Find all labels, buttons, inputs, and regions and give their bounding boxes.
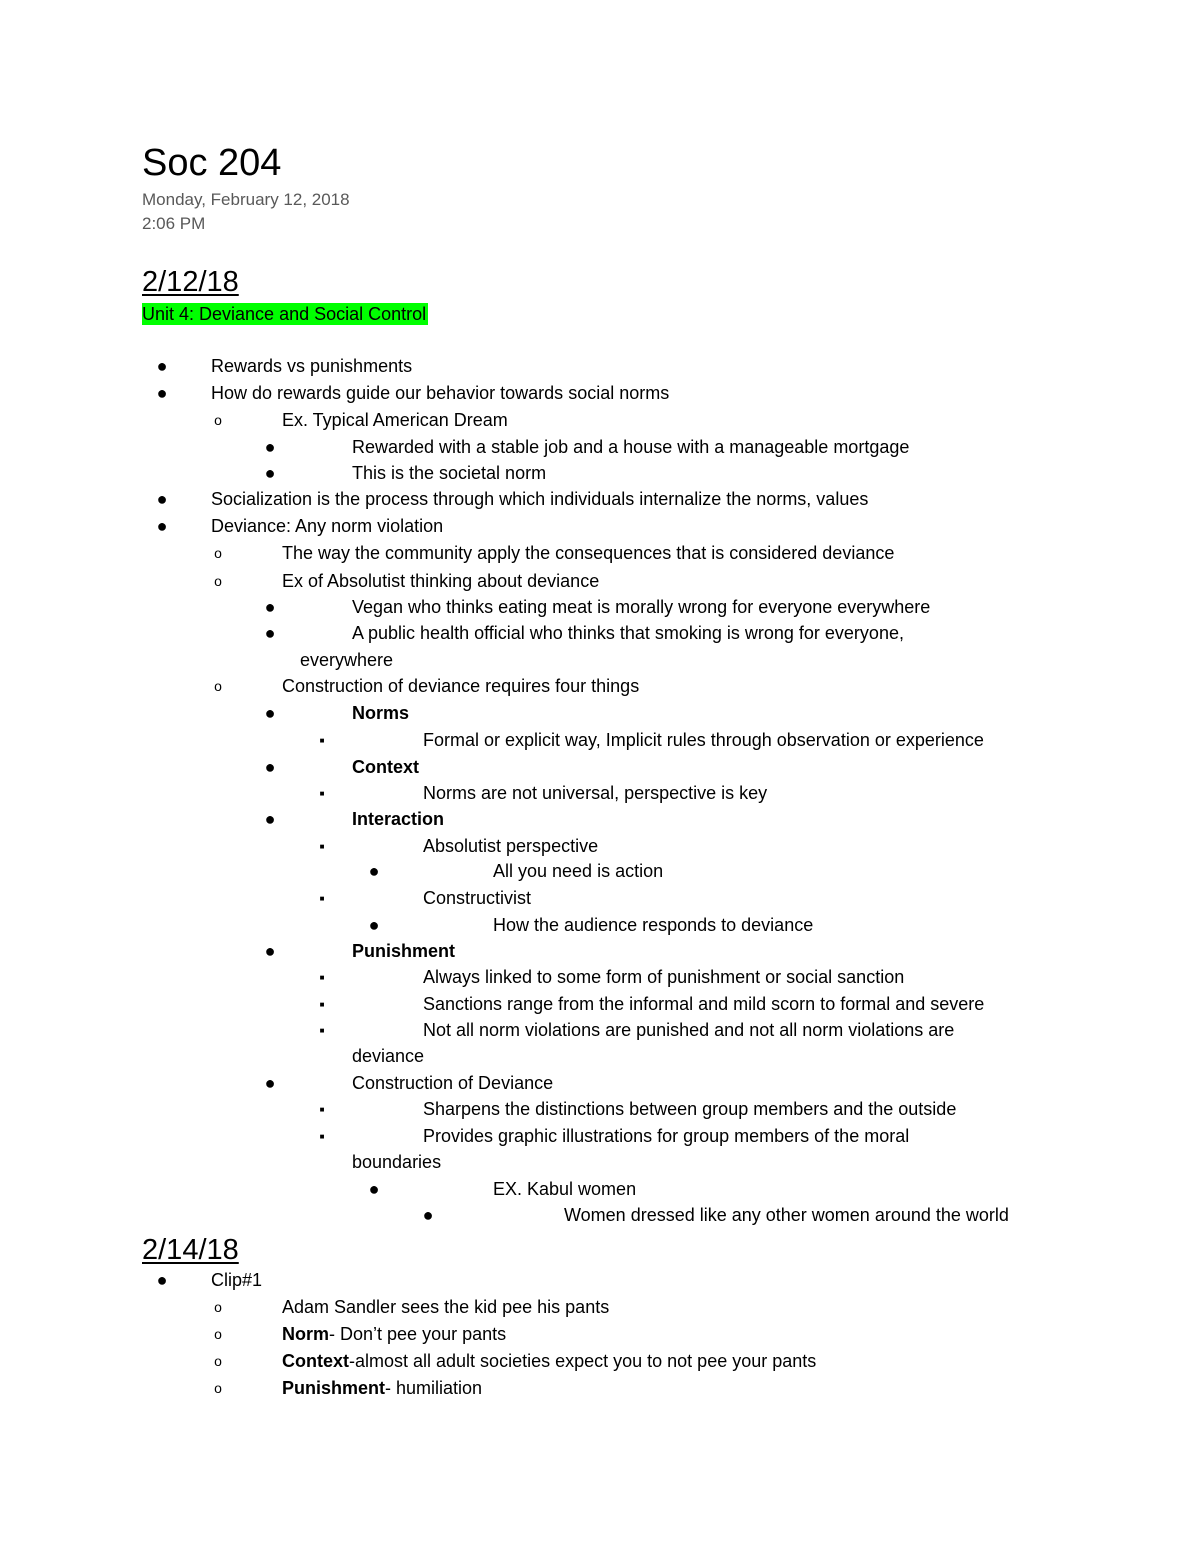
list-item-continuation: everywhere	[300, 650, 394, 670]
unit-title-highlight: Unit 4: Deviance and Social Control	[142, 304, 427, 324]
square-bullet-icon: ■	[319, 736, 325, 745]
square-bullet-icon: ■	[319, 789, 325, 798]
bullet-icon: ●	[264, 437, 276, 457]
bullet-icon: ●	[368, 915, 380, 935]
bullet-icon: ●	[368, 1179, 380, 1199]
bullet-icon: ●	[264, 463, 276, 483]
circle-bullet-icon: o	[214, 545, 222, 561]
bullet-icon: ●	[368, 861, 380, 881]
bullet-icon: ●	[264, 941, 276, 961]
bullet-icon: ●	[156, 489, 168, 509]
circle-bullet-icon: o	[214, 1353, 222, 1369]
bullet-icon: ●	[264, 757, 276, 777]
bullet-icon: ●	[264, 623, 276, 643]
square-bullet-icon: ■	[319, 1000, 325, 1009]
notes-page: Soc 204 Monday, February 12, 2018 2:06 PM 2/12/18 Unit 4: Deviance and Social Control ● Rewards vs punishments ● How do rewards guide our behavior towards social norms o Ex. Typical American Dream ● Rewarded with a stable job and a house with a manageable mortgage ● This is the societal norm ● Socialization is the process through which individuals internalize the norms, values ● Deviance: Any norm violation o The way the community apply the consequences that is considered deviance o Ex of Absolutist thinking about deviance ● Vegan who thinks eating meat is morally wrong for everyone everywhere ● A public health official who thinks that smoking is wrong for everyone, everywhere o Construction of deviance requires four things ● Norms ■ Formal or explicit way, Implicit rules through observation or experience ● Context ■ Norms are not universal, perspective is key ● Interaction ■ Absolutist perspective ● All you need is action ■ Constructivist ● How the audience responds to deviance ● Punishment ■ Always linked to some form of punishment or social sanction ■ Sanctions range from the informal and mild scorn to formal and severe ■ Not all norm violations are punished and not all norm violations are deviance ● Construction of Deviance ■ Sharpens the distinctions between group members and the outside ■ Provides graphic illustrations for group members of the moral boundaries ● EX. Kabul women ● Women dressed like any other women around the world 2/14/18 ● Clip#1 o Adam Sandler sees the kid pee his pants o Norm- Don’t pee your pants o Context-almost all adult societies expect you to not pee your pants o Punishment- humiliation	[0, 0, 1200, 1553]
bullet-icon: ●	[264, 703, 276, 723]
list-item-continuation: boundaries	[352, 1152, 442, 1172]
bullet-icon: ●	[156, 1270, 168, 1290]
bullet-icon: ●	[156, 516, 168, 536]
square-bullet-icon: ■	[319, 1132, 325, 1141]
circle-bullet-icon: o	[214, 412, 222, 428]
square-bullet-icon: ■	[319, 1105, 325, 1114]
page-title: Soc 204	[142, 142, 282, 184]
bullet-icon: ●	[422, 1205, 434, 1225]
list-item-continuation: deviance	[352, 1046, 425, 1066]
bullet-icon: ●	[264, 809, 276, 829]
circle-bullet-icon: o	[214, 1380, 222, 1396]
square-bullet-icon: ■	[319, 894, 325, 903]
circle-bullet-icon: o	[214, 1326, 222, 1342]
bullet-icon: ●	[264, 1073, 276, 1093]
square-bullet-icon: ■	[319, 973, 325, 982]
square-bullet-icon: ■	[319, 842, 325, 851]
bullet-icon: ●	[156, 356, 168, 376]
bullet-icon: ●	[156, 383, 168, 403]
square-bullet-icon: ■	[319, 1026, 325, 1035]
circle-bullet-icon: o	[214, 573, 222, 589]
bullet-icon: ●	[264, 597, 276, 617]
circle-bullet-icon: o	[214, 678, 222, 694]
page-date: Monday, February 12, 2018	[142, 190, 350, 209]
section-date-heading: 2/14/18	[142, 1234, 239, 1266]
section-date-heading: 2/12/18	[142, 266, 239, 298]
page-time: 2:06 PM	[142, 214, 206, 233]
circle-bullet-icon: o	[214, 1299, 222, 1315]
